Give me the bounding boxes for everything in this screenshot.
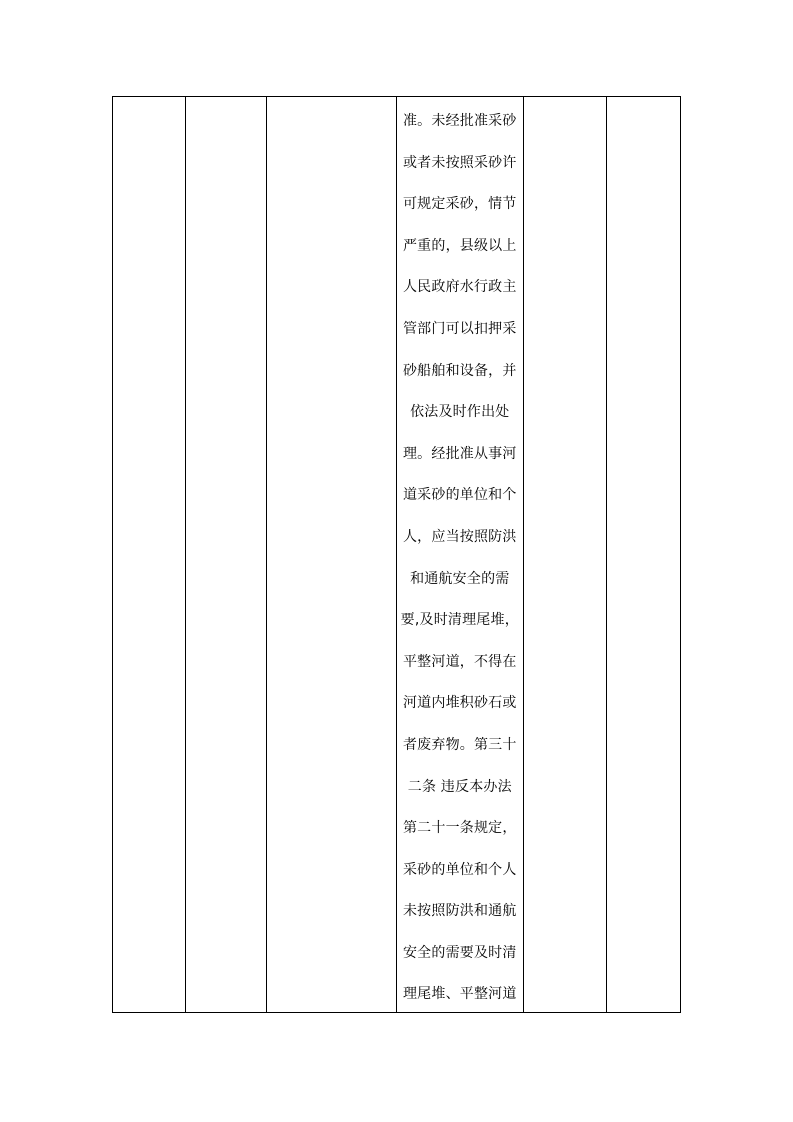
regulation-table: [112, 96, 681, 1013]
text-line: 理。经批准从事河: [402, 445, 517, 462]
text-line: 第二十一条规定，: [402, 820, 517, 837]
table-cell-col3: [267, 97, 397, 1012]
text-line: 河道内堆积砂石或: [402, 695, 517, 712]
text-line: 二条 违反本办法: [407, 778, 512, 795]
text-line: 依法及时作出处: [410, 404, 510, 421]
text-line: 砂船舶和设备，并: [402, 362, 517, 379]
text-line: 管部门可以扣押采: [402, 320, 517, 337]
text-line: 严重的，县级以上: [402, 237, 517, 254]
table-cell-col4-text: [397, 97, 524, 1012]
text-line: 者废弃物。第三十: [402, 736, 517, 753]
text-line: 或者未按照采砂许: [402, 154, 517, 171]
table-cell-col6: [607, 97, 680, 1012]
text-line: 安全的需要及时清: [402, 944, 517, 961]
text-line: 准。未经批准采砂: [402, 113, 517, 129]
text-line: 理尾堆、平整河道: [402, 986, 517, 1003]
text-line: 要,及时清理尾堆，: [400, 612, 519, 629]
table-cell-col1: [113, 97, 186, 1012]
text-line: 和通航安全的需: [410, 570, 510, 587]
text-line: 采砂的单位和个人: [402, 861, 517, 878]
text-line: 未按照防洪和通航: [402, 903, 517, 920]
text-line: 人，应当按照防洪: [402, 528, 517, 545]
text-line: 平整河道，不得在: [402, 653, 517, 670]
table-cell-col2: [186, 97, 268, 1012]
table-cell-col5: [524, 97, 608, 1012]
text-line: 可规定采砂，情节: [402, 196, 517, 213]
text-line: 道采砂的单位和个: [402, 487, 517, 504]
text-line: 人民政府水行政主: [402, 279, 517, 296]
